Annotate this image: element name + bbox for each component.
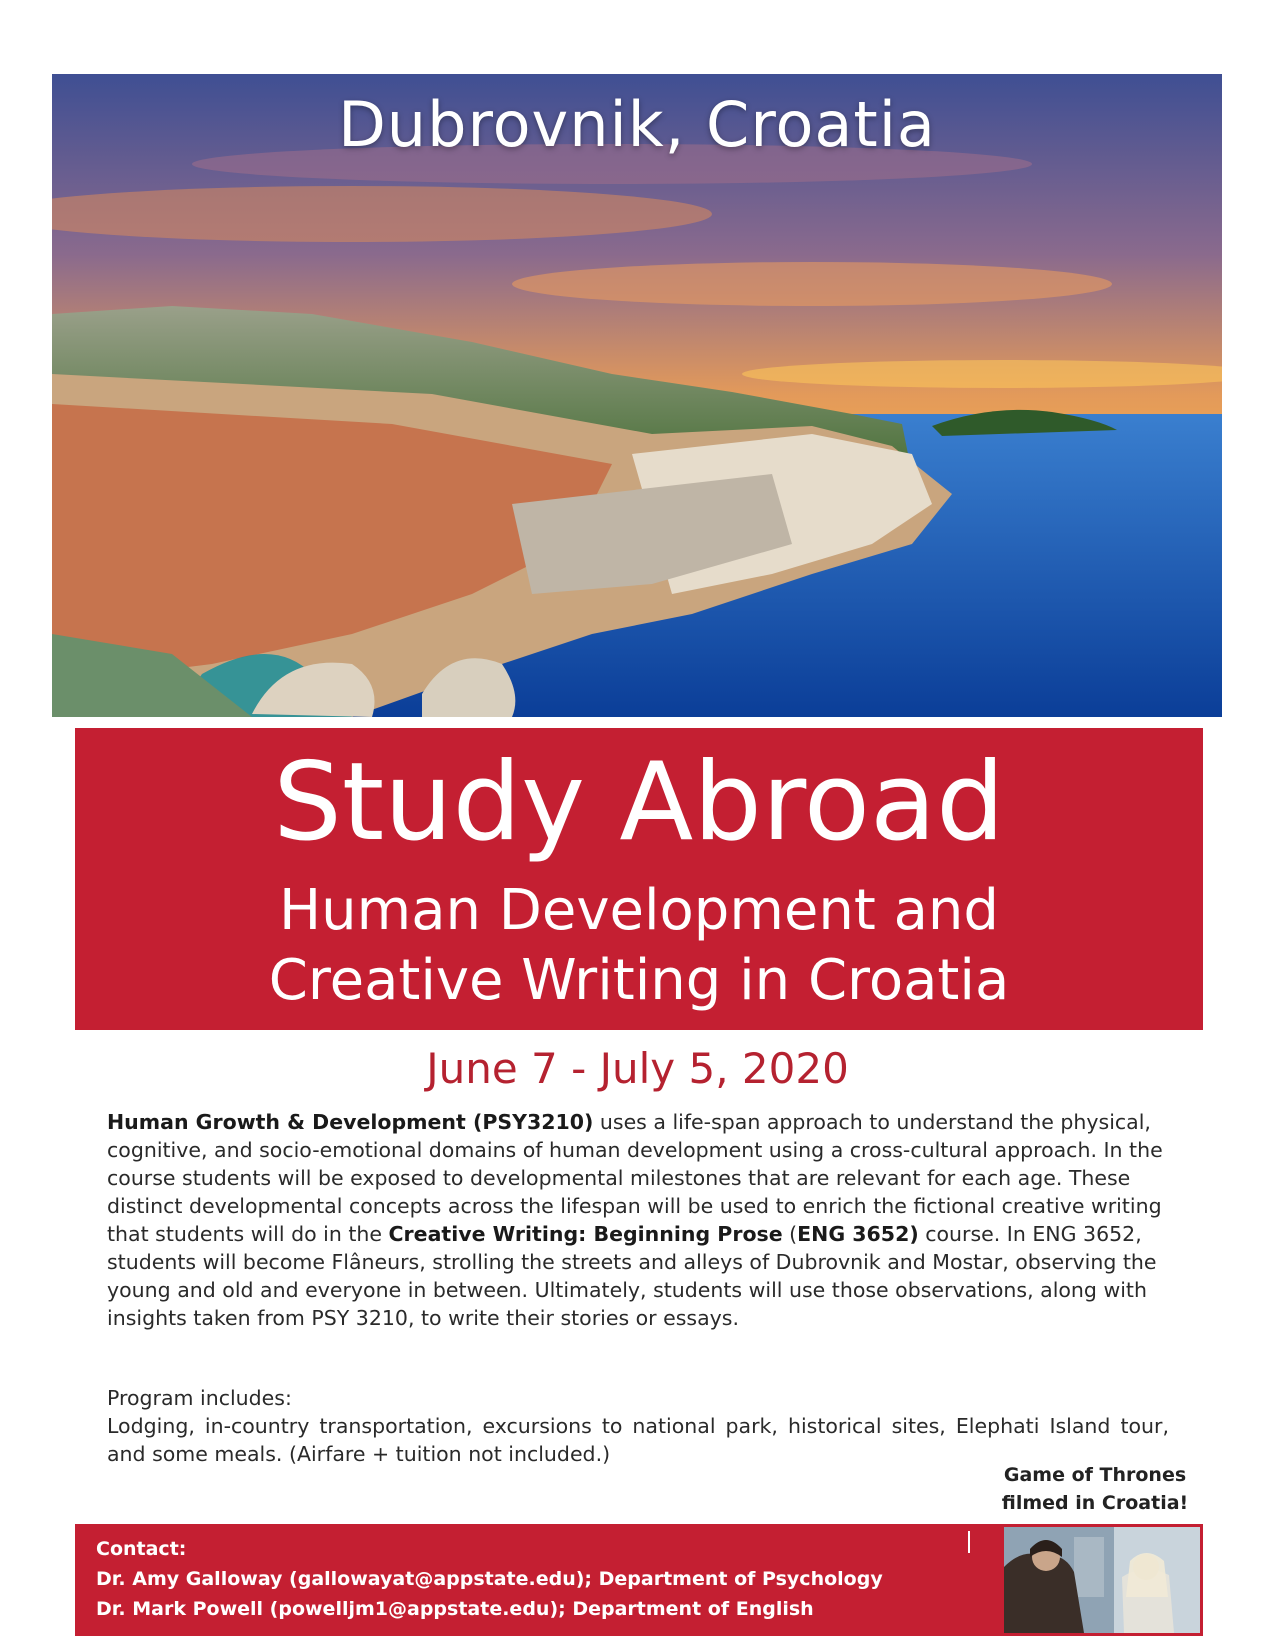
banner-subtitle-line1: Human Development and (279, 878, 999, 943)
banner-title: Study Abroad (273, 740, 1005, 865)
hero-title: Dubrovnik, Croatia (338, 88, 936, 161)
banner-subtitle-line2: Creative Writing in Croatia (268, 948, 1010, 1013)
hero-photo (52, 74, 1222, 717)
description-part1: uses a life-span approach to understand the physical, cognitive, and socio-emotional domains of human development using a cross-cultural approach. In the course students will be exposed to developmental milestones that are relevant for each age. These distinct developmental concepts across the lifespan will be used to enrich the fictional creative writing that students will do in the (107, 1110, 1163, 1246)
dubrovnik-photo-icon (52, 74, 1222, 717)
description-part3: course. In ENG 3652, students will become Flâneurs, strolling the streets and alleys of Dubrovnik and Mostar, observing the young and old and everyone in between. Ultimately, students will use those observations, along with insights taken from PSY 3210, to write their stories or essays. (107, 1222, 1157, 1330)
got-caption-line2: filmed in Croatia! (1001, 1492, 1189, 1514)
got-caption-line1: Game of Thrones (1003, 1464, 1187, 1486)
contact-bar (75, 1524, 1001, 1636)
got-caption (985, 1461, 1205, 1517)
description-part2: ( (782, 1222, 798, 1246)
program-includes: Lodging, in-country transportation, excursions to national park, historical sites, Elephati Island tour, and some meals. (Airfare + tuition not included.) (107, 1414, 1169, 1466)
game-of-thrones-still-icon (1004, 1527, 1200, 1633)
contact-mark-powell: Dr. Mark Powell (powelljm1@appstate.edu); Department of English (96, 1598, 814, 1620)
course-psy3210: Human Growth & Development (PSY3210) (107, 1110, 594, 1134)
got-photo-frame (1001, 1524, 1203, 1636)
course-creative-writing: Creative Writing: Beginning Prose (388, 1222, 783, 1246)
study-abroad-banner (75, 728, 1203, 1030)
program-heading: Program includes: (107, 1386, 292, 1410)
program-dates: June 7 - July 5, 2020 (426, 1044, 849, 1093)
course-description (107, 1108, 1175, 1332)
course-eng3652: ENG 3652) (797, 1222, 919, 1246)
contact-heading: Contact: (96, 1538, 187, 1560)
cursor-divider (968, 1531, 970, 1553)
contact-amy-galloway: Dr. Amy Galloway (gallowayat@appstate.edu); Department of Psychology (96, 1568, 883, 1590)
